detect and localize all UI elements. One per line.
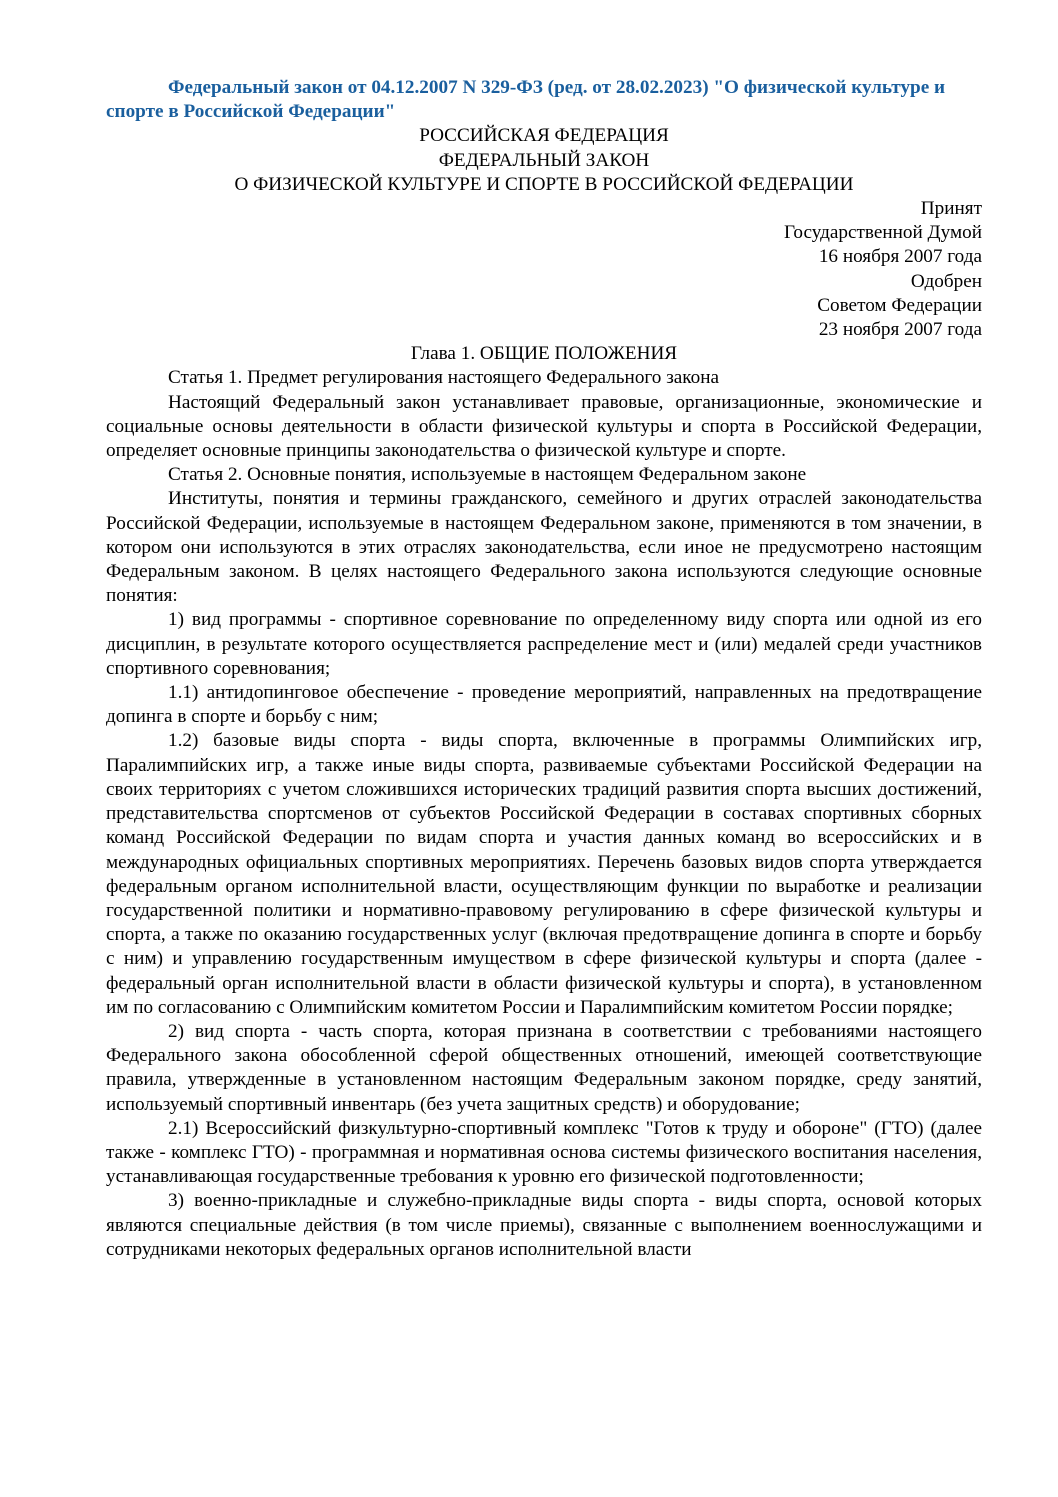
definition-item: 2.1) Всероссийский физкультурно-спортивный комплекс "Готов к труду и обороне" (ГТО) (далее также - комплекс ГТО) - программная и нормативная основа системы физического воспитания населения, устанавливающая государственные требования к уровню его физической подготовленности; <box>106 1117 982 1188</box>
definition-item: 1.2) базовые виды спорта - виды спорта, включенные в программы Олимпийских игр, Паралимпийских игр, а также иные виды спорта, развиваемые субъектами Российской Федерации на своих территориях с учетом сложившихся исторических традиций развития спорта высших достижений, представительства спортсменов от субъектов Российской Федерации в составах спортивных сборных команд Российской Федерации по видам спорта и участия данных команд во всероссийских и в международных официальных спортивных мероприятиях. Перечень базовых видов спорта утверждается федеральным органом исполнительной власти, осуществляющим функции по выработке и реализации государственной политики и нормативно-правовому регулированию в сфере физической культуры и спорта, а также по оказанию государственных услуг (включая предотвращение допинга в спорте и борьбу с ним) и управлению государственным имуществом в сфере физической культуры и спорта (далее - федеральный орган исполнительной власти в области физической культуры и спорта), в установленном им по согласованию с Олимпийским комитетом России и Паралимпийским комитетом России порядке; <box>106 730 982 1018</box>
adoption-block <box>106 197 982 342</box>
article-2-title: Статья 2. Основные понятия, используемые в настоящем Федеральном законе <box>168 464 807 486</box>
approved-date: 23 ноября 2007 года <box>818 319 982 341</box>
approved-label: Одобрен <box>910 270 982 292</box>
adopted-label: Принят <box>920 198 982 220</box>
header-law-title: О ФИЗИЧЕСКОЙ КУЛЬТУРЕ И СПОРТЕ В РОССИЙСКОЙ ФЕДЕРАЦИИ <box>234 173 854 195</box>
adopted-by: Государственной Думой <box>784 222 982 244</box>
definition-item: 3) военно-прикладные и служебно-прикладные виды спорта - виды спорта, основой которых являются специальные действия (в том числе приемы), связанные с выполнением военнослужащими и сотрудниками некоторых федеральных органов исполнительной власти <box>106 1190 982 1260</box>
header-country: РОССИЙСКАЯ ФЕДЕРАЦИЯ <box>419 125 669 147</box>
definition-item: 1) вид программы - спортивное соревнование по определенному виду спорта или одной из его дисциплин, в результате которого осуществляется распределение мест и (или) медалей среди участников спортивного соревнования; <box>106 609 982 679</box>
document-title-link[interactable]: Федеральный закон от 04.12.2007 N 329-ФЗ (ред. от 28.02.2023) "О физической культуре и спорте в Российской Федерации" <box>106 77 946 123</box>
approved-by: Советом Федерации <box>817 294 982 316</box>
chapter-title: Глава 1. ОБЩИЕ ПОЛОЖЕНИЯ <box>410 343 678 365</box>
definition-item: 2) вид спорта - часть спорта, которая признана в соответствии с требованиями настоящего Федерального закона обособленной сферой общественных отношений, имеющей соответствующие правила, утвержденные в установленном настоящим Федеральным законом порядке, среду занятий, используемый спортивный инвентарь (без учета защитных средств) и оборудование; <box>106 1020 982 1115</box>
document-body <box>106 76 982 1262</box>
header-law-type: ФЕДЕРАЛЬНЫЙ ЗАКОН <box>438 149 650 171</box>
article-1-text: Настоящий Федеральный закон устанавливает правовые, организационные, экономические и социальные основы деятельности в области физической культуры и спорта в Российской Федерации, определяет основные принципы законодательства о физической культуре и спорте. <box>106 391 982 462</box>
definition-item: 1.1) антидопинговое обеспечение - проведение мероприятий, направленных на предотвращение допинга в спорте и борьбу с ним; <box>106 682 982 728</box>
article-2-intro: Институты, понятия и термины гражданского, семейного и других отраслей законодательства Российской Федерации, используемые в настоящем Федеральном законе, применяются в том значении, в котором они используются в этих отраслях законодательства, если иное не предусмотрено настоящим Федеральным законом. В целях настоящего Федерального закона используются следующие основные понятия: <box>106 488 982 607</box>
article-1-title: Статья 1. Предмет регулирования настоящего Федерального закона <box>168 367 720 389</box>
adopted-date: 16 ноября 2007 года <box>818 246 982 268</box>
